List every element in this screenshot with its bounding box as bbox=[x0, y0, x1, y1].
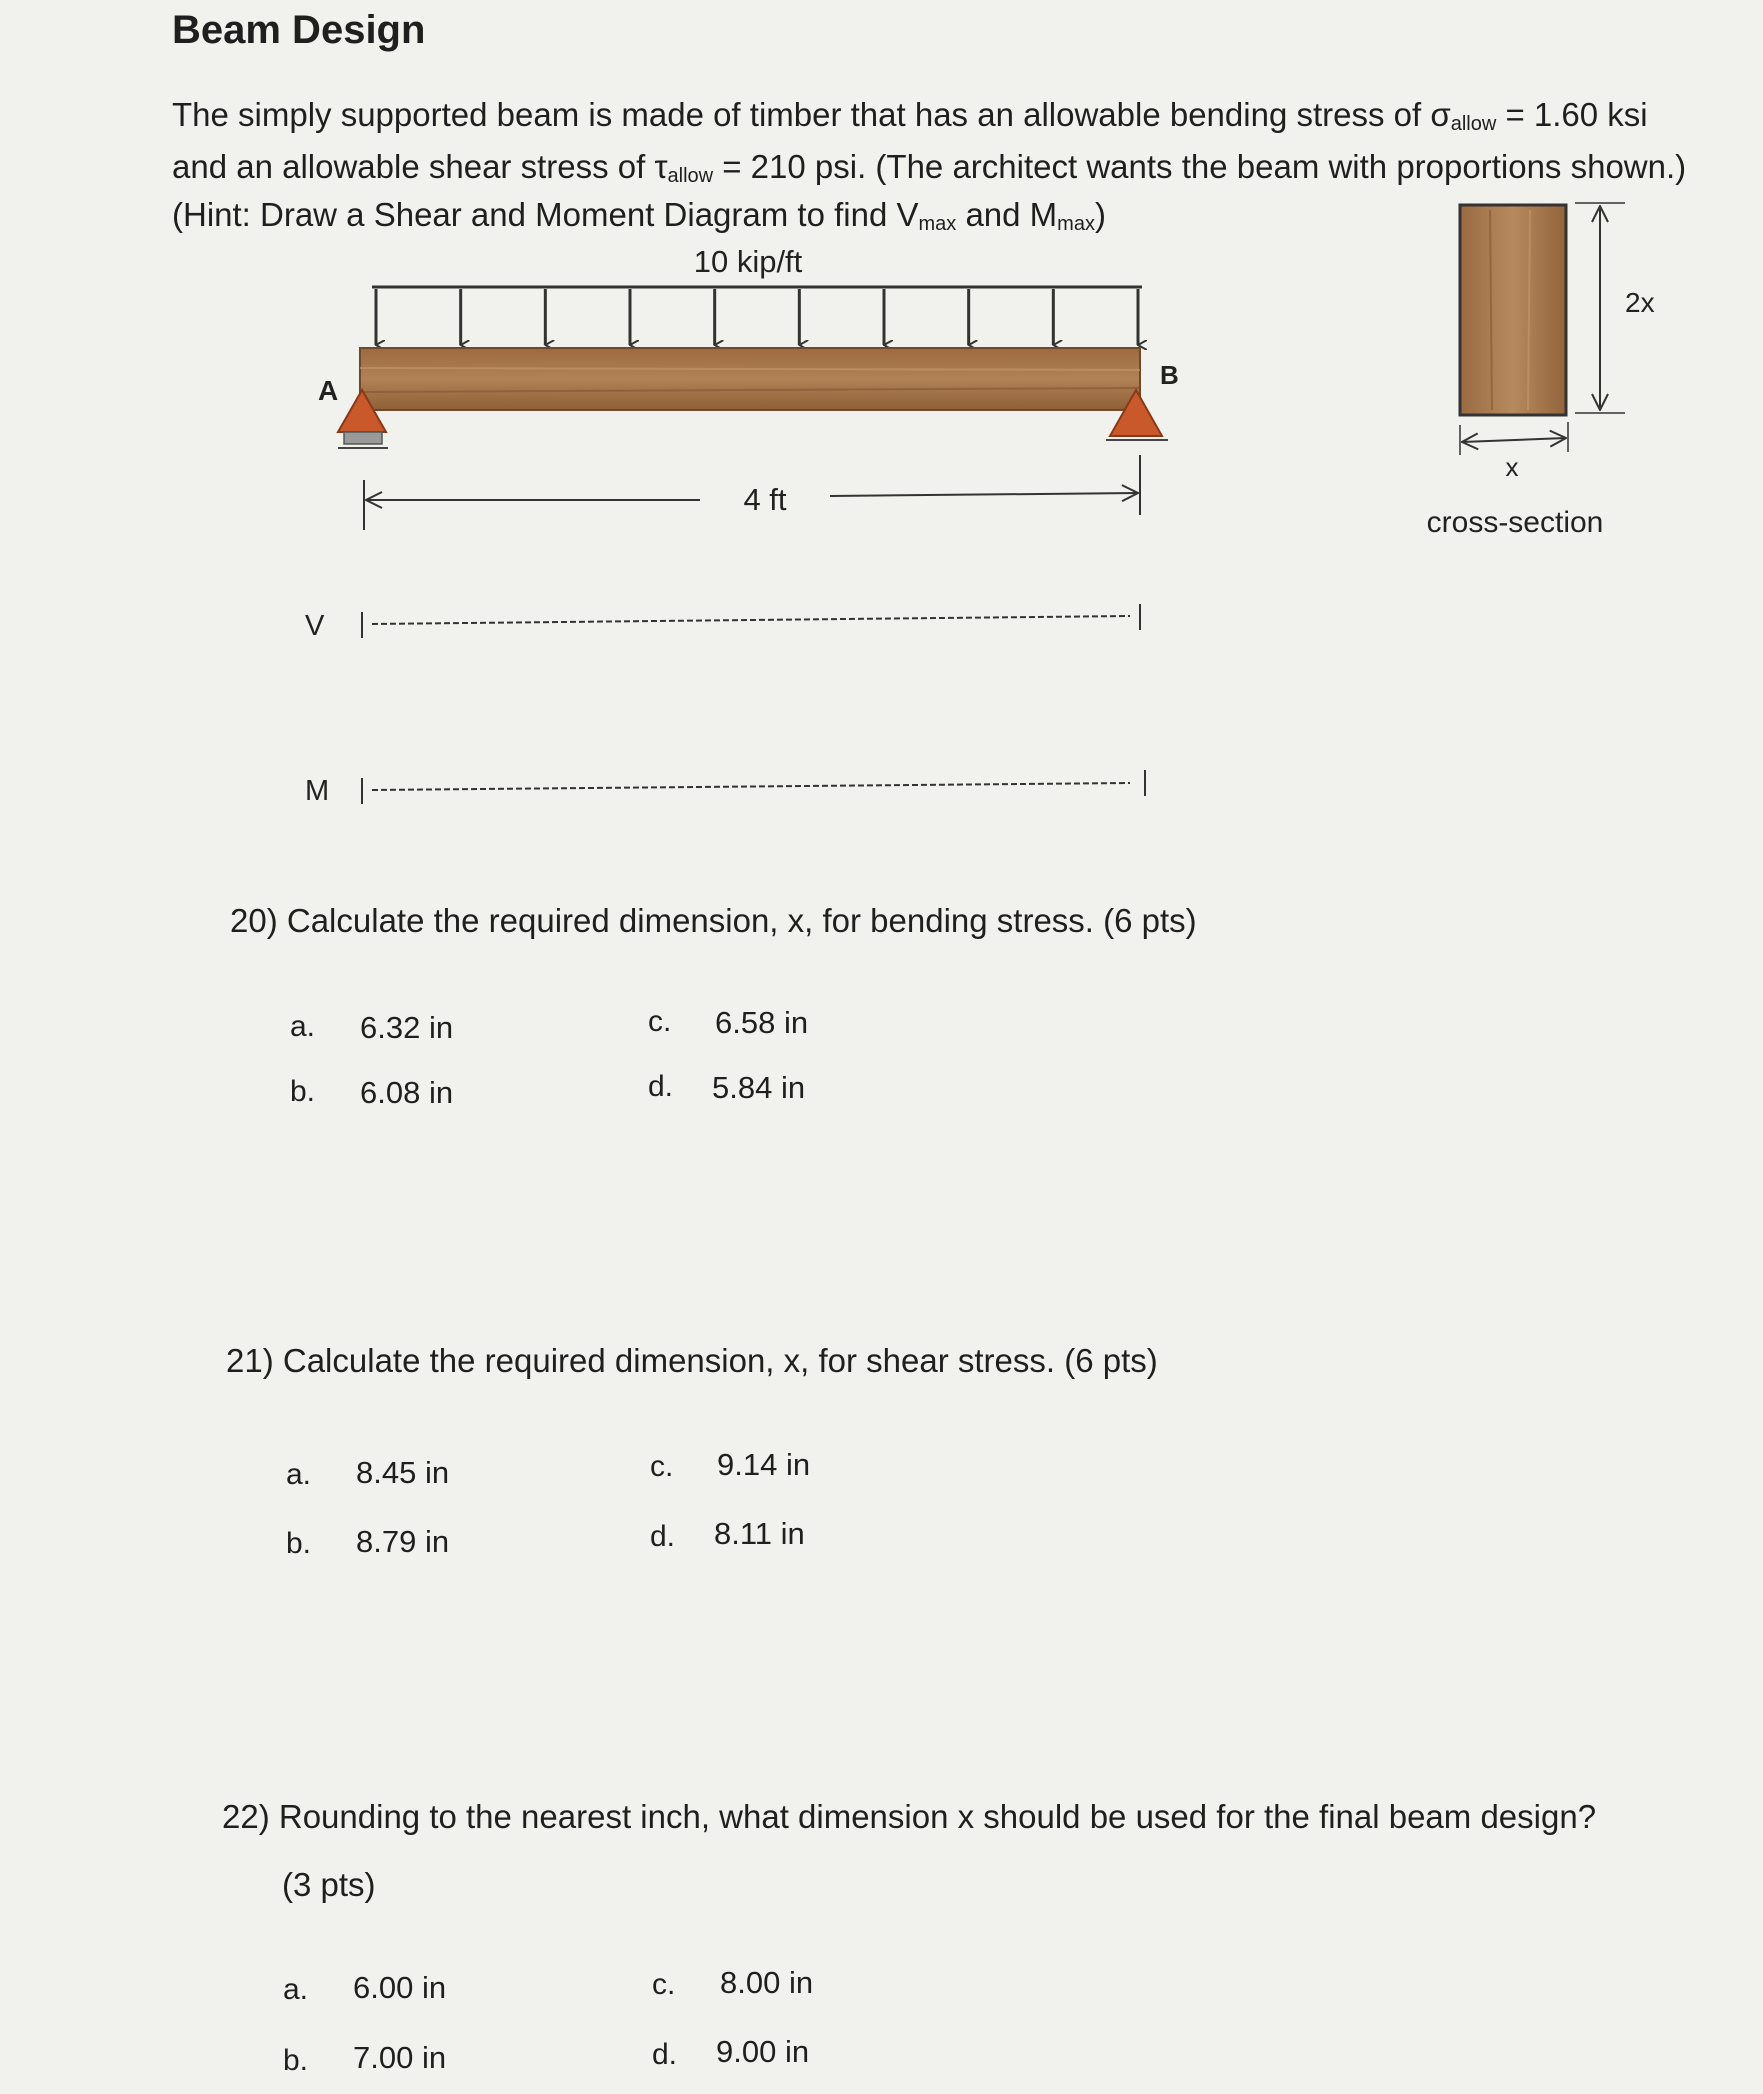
tau-allow-subscript: allow bbox=[667, 165, 714, 187]
q21-option-a-letter: a. bbox=[286, 1458, 312, 1491]
span-arrow-right bbox=[830, 493, 1138, 496]
q22-option-d[interactable]: 9.00 in bbox=[716, 2034, 810, 2069]
cross-section-rect bbox=[1460, 205, 1566, 415]
question-21: 21) Calculate the required dimension, x, for shear stress. (6 pts) bbox=[226, 1342, 1158, 1379]
q22-option-c[interactable]: 8.00 in bbox=[720, 1965, 814, 2000]
tau-allow-value: = 210 psi. (The architect wants the beam with proportions shown.) bbox=[713, 148, 1687, 185]
width-arrow bbox=[1462, 438, 1566, 442]
q20-option-b[interactable]: 6.08 in bbox=[360, 1075, 454, 1110]
q20-option-a-letter: a. bbox=[290, 1010, 316, 1043]
mmax-subscript: max bbox=[1057, 213, 1095, 235]
q20-option-c[interactable]: 6.58 in bbox=[715, 1005, 809, 1040]
span-label: 4 ft bbox=[743, 482, 787, 517]
hint-text: (Hint: Draw a Shear and Moment Diagram to find V bbox=[172, 196, 919, 233]
q20-option-d[interactable]: 5.84 in bbox=[712, 1070, 806, 1105]
q20-option-a[interactable]: 6.32 in bbox=[360, 1010, 454, 1045]
q21-option-c[interactable]: 9.14 in bbox=[717, 1447, 811, 1482]
q22-option-a-letter: a. bbox=[283, 1973, 309, 2006]
q21-option-d-letter: d. bbox=[650, 1520, 676, 1553]
q20-option-d-letter: d. bbox=[648, 1070, 674, 1103]
cross-section bbox=[1460, 203, 1625, 455]
q21-option-a[interactable]: 8.45 in bbox=[356, 1455, 450, 1490]
distributed-load bbox=[372, 287, 1142, 345]
support-a-rollers bbox=[344, 432, 382, 444]
q22-option-d-letter: d. bbox=[652, 2038, 678, 2071]
q20-option-b-letter: b. bbox=[290, 1075, 316, 1108]
question-22: 22) Rounding to the nearest inch, what dimension x should be used for the final beam design? bbox=[222, 1798, 1597, 1835]
support-b-label: B bbox=[1160, 360, 1179, 390]
shear-baseline bbox=[372, 616, 1130, 624]
q20-option-c-letter: c. bbox=[648, 1005, 672, 1038]
hint-and: and M bbox=[956, 196, 1058, 233]
sigma-allow-value: = 1.60 ksi bbox=[1496, 96, 1648, 133]
sigma-allow-subscript: allow bbox=[1450, 113, 1497, 135]
section-caption: cross-section bbox=[1426, 506, 1604, 539]
sigma-symbol: σ bbox=[1430, 96, 1451, 133]
q22-option-b-letter: b. bbox=[283, 2044, 309, 2077]
page-title: Beam Design bbox=[172, 8, 426, 52]
hint-close: ) bbox=[1094, 196, 1106, 233]
load-label: 10 kip/ft bbox=[693, 244, 803, 279]
moment-baseline bbox=[372, 783, 1130, 790]
load-arrows bbox=[376, 289, 1138, 345]
beam bbox=[360, 348, 1140, 410]
section-height-label: 2x bbox=[1625, 287, 1655, 318]
tau-symbol: τ bbox=[654, 148, 668, 185]
vmax-subscript: max bbox=[918, 213, 957, 235]
question-22-points: (3 pts) bbox=[282, 1866, 376, 1903]
q21-option-c-letter: c. bbox=[650, 1450, 674, 1483]
section-width-label: x bbox=[1505, 452, 1519, 482]
q22-option-b[interactable]: 7.00 in bbox=[353, 2040, 447, 2075]
problem-line-1-text: The simply supported beam is made of timber that has an allowable bending stress of bbox=[172, 96, 1431, 133]
q22-option-c-letter: c. bbox=[652, 1968, 676, 2001]
beam-diagram bbox=[0, 0, 1763, 900]
moment-axis-label: M bbox=[305, 775, 330, 807]
question-20: 20) Calculate the required dimension, x, for bending stress. (6 pts) bbox=[230, 902, 1197, 939]
support-a-label: A bbox=[318, 375, 339, 406]
q22-option-a[interactable]: 6.00 in bbox=[353, 1970, 447, 2005]
q21-option-b-letter: b. bbox=[286, 1527, 312, 1560]
q21-option-d[interactable]: 8.11 in bbox=[714, 1516, 805, 1551]
q21-option-b[interactable]: 8.79 in bbox=[356, 1524, 450, 1559]
problem-line-2-text: and an allowable shear stress of bbox=[172, 148, 655, 185]
shear-axis-label: V bbox=[305, 610, 325, 642]
